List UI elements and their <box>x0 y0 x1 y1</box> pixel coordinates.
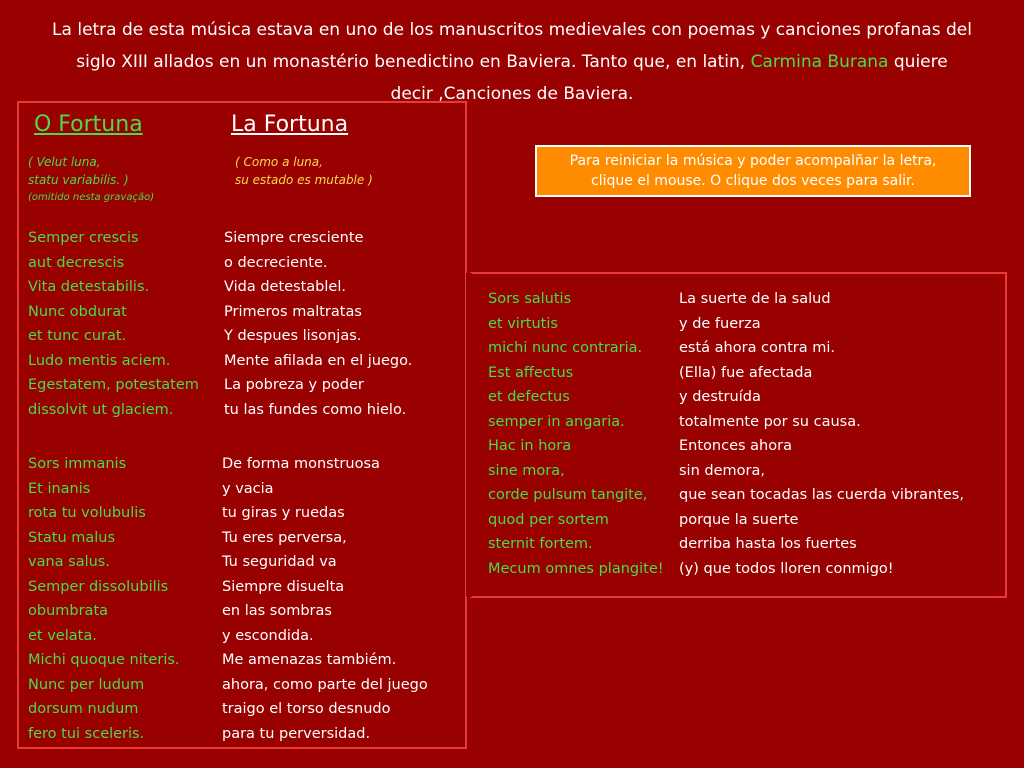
lyric-line: Vida detestablel. <box>224 279 346 295</box>
lyric-line: porque la suerte <box>679 511 799 528</box>
lyric-line: tu las fundes como hielo. <box>224 401 407 418</box>
lyric-line: rota tu volubulis <box>28 505 146 521</box>
lyric-line: Hac in hora <box>488 438 572 454</box>
lyric-line: Nunc per ludum <box>28 676 145 693</box>
intro-line-2c: quiere <box>888 52 948 72</box>
lyric-line: La pobreza y poder <box>224 377 364 393</box>
spanish-sub-2: su estado es mutable ) <box>235 173 373 187</box>
lyric-line: en las sombras <box>222 603 332 619</box>
lyric-line: corde pulsum tangite, <box>488 487 648 503</box>
lyric-line: tu giras y ruedas <box>222 505 345 521</box>
lyric-line: está ahora contra mi. <box>679 340 835 356</box>
latin-sub-2: statu variabilis. ) <box>28 173 129 187</box>
stanza-1-latin <box>28 226 199 422</box>
lyric-line: Entonces ahora <box>679 438 792 454</box>
lyric-line: y de fuerza <box>679 315 761 332</box>
intro-text <box>12 14 1012 110</box>
latin-sub-1: ( Velut luna, <box>28 155 101 169</box>
lyric-line: Tu seguridad va <box>222 554 337 570</box>
lyric-line: Mecum omnes plangite! <box>488 560 664 577</box>
lyric-line: y destruída <box>679 389 761 405</box>
lyric-line: que sean tocadas las cuerda vibrantes, <box>679 487 964 503</box>
note-line-1: Para reiniciar la música y poder acompalñar la letra, <box>569 153 937 169</box>
spanish-subtitle <box>235 153 373 189</box>
lyric-line: dissolvit ut glaciem. <box>28 401 174 418</box>
instruction-note[interactable] <box>535 145 971 197</box>
lyric-line: traigo el torso desnudo <box>222 701 391 717</box>
stanza-2-spanish <box>222 452 428 746</box>
lyric-line: quod per sortem <box>488 511 609 528</box>
lyric-line: Me amenazas tambiém. <box>222 652 397 668</box>
stanza-2-latin <box>28 452 180 746</box>
lyric-line: et velata. <box>28 627 97 644</box>
lyric-line: fero tui sceleris. <box>28 725 145 742</box>
lyric-line: Semper crescis <box>28 230 139 246</box>
lyric-line: Vita detestabilis. <box>28 279 150 295</box>
lyric-line: Sors salutis <box>488 291 572 307</box>
lyric-line: Semper dissolubilis <box>28 578 169 595</box>
lyric-line: Tu eres perversa, <box>222 529 347 546</box>
lyric-line: Et inanis <box>28 480 91 497</box>
intro-line-3: decir ,Canciones de Baviera. <box>390 84 634 104</box>
lyric-line: et defectus <box>488 389 570 405</box>
lyric-line: Egestatem, potestatem <box>28 377 199 393</box>
lyric-line: De forma monstruosa <box>222 456 380 472</box>
spanish-sub-1: ( Como a luna, <box>235 155 323 169</box>
lyric-line: Siempre cresciente <box>224 230 364 246</box>
lyric-line: Primeros maltratas <box>224 303 362 320</box>
stanza-3-spanish <box>679 287 964 581</box>
lyric-line: Sors immanis <box>28 456 127 472</box>
lyric-line: obumbrata <box>28 603 109 619</box>
lyric-line: et tunc curat. <box>28 328 127 344</box>
lyric-line: sternit fortem. <box>488 536 593 552</box>
spanish-title: La Fortuna <box>231 112 349 137</box>
lyric-line: Y despues lisonjas. <box>224 328 362 344</box>
lyric-line: sine mora, <box>488 462 565 479</box>
lyric-line: Mente afilada en el juego. <box>224 352 413 369</box>
lyric-line: derriba hasta los fuertes <box>679 536 857 552</box>
latin-title: O Fortuna <box>34 112 143 137</box>
lyric-line: Nunc obdurat <box>28 303 127 320</box>
stanza-1-spanish <box>224 226 412 422</box>
lyric-line: sin demora, <box>679 462 765 479</box>
lyric-line: La suerte de la salud <box>679 291 831 307</box>
frame-join <box>466 273 472 597</box>
intro-line-2a: siglo XIII allados en un monastério benedictino en Baviera. Tanto que, en latin, <box>76 52 751 72</box>
lyric-line: y vacia <box>222 480 274 497</box>
note-line-2: clique el mouse. O clique dos veces para salir. <box>591 173 915 189</box>
lyric-line: Est affectus <box>488 364 574 381</box>
lyric-line: totalmente por su causa. <box>679 413 861 430</box>
carmina-burana-text: Carmina Burana <box>750 52 889 72</box>
lyric-line: para tu perversidad. <box>222 725 371 742</box>
lyric-line: ahora, como parte del juego <box>222 676 428 693</box>
lyric-line: Michi quoque niteris. <box>28 652 180 668</box>
latin-subtitle <box>28 153 154 207</box>
lyric-line: michi nunc contraria. <box>488 340 643 356</box>
lyric-line: vana salus. <box>28 554 110 570</box>
lyric-line: Siempre disuelta <box>222 578 345 595</box>
lyric-line: et virtutis <box>488 315 558 332</box>
intro-line-2 <box>12 46 1012 78</box>
lyric-line: (Ella) fue afectada <box>679 364 813 381</box>
lyric-line: Statu malus <box>28 529 116 546</box>
lyric-line: o decreciente. <box>224 254 328 271</box>
intro-line-1: La letra de esta música estava en uno de los manuscritos medievales con poemas y canciones profanas del <box>52 20 972 40</box>
lyric-line: y escondida. <box>222 627 314 644</box>
stanza-3-latin <box>488 287 664 581</box>
lyric-line: (y) que todos lloren conmigo! <box>679 560 894 577</box>
latin-sub-3: (omitido nesta gravação) <box>28 192 155 203</box>
lyric-line: dorsum nudum <box>28 701 139 717</box>
lyric-line: aut decrescis <box>28 254 125 271</box>
lyric-line: Ludo mentis aciem. <box>28 352 171 369</box>
lyric-line: semper in angaria. <box>488 413 625 430</box>
